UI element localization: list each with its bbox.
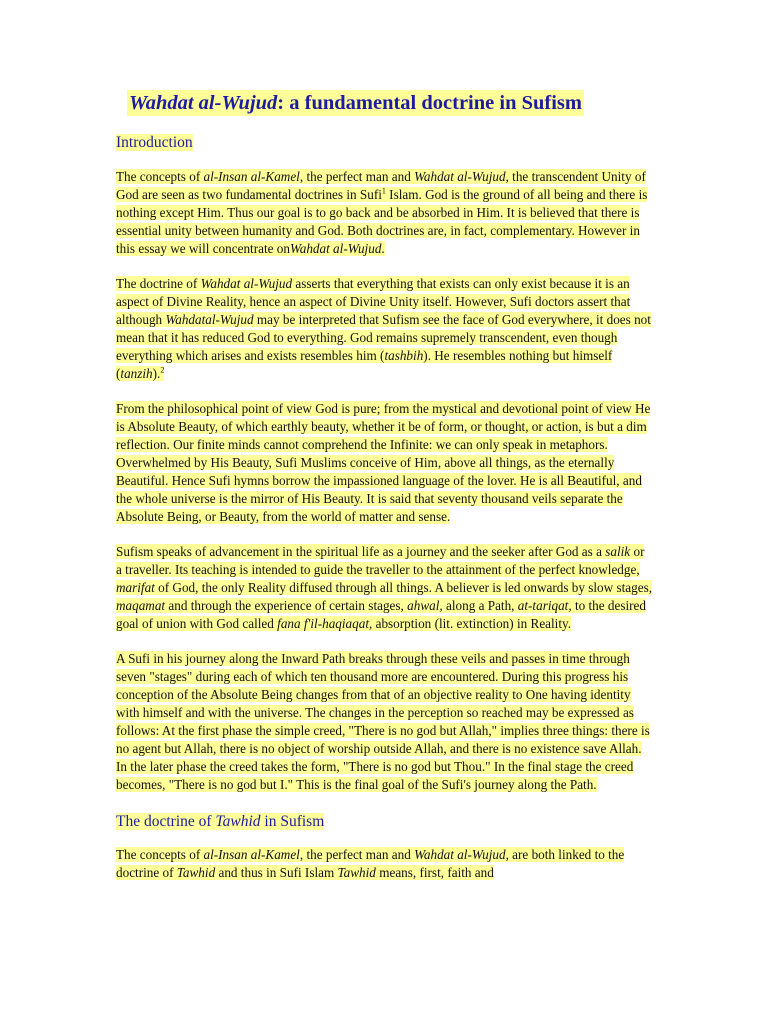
paragraph-3: From the philosophical point of view God is pure; from the mystical and devotional point of view He is Absolute Beauty, of which earthly beauty, whether it be of form, or thought, or action, is but a dim reflection. Our finite minds cannot comprehend the Infinite: we can only speak in metaphors. Overwhelmed by His Beauty, Sufi Muslims conceive of Him, above all things, as the eternally Beautiful. Hence Sufi hymns borrow the impassioned language of the lover. He is all Beautiful, and the whole universe is the mirror of His Beauty. It is said that seventy thousand veils separate the Absolute Being, or Beauty, from the world of matter and sense. — [116, 401, 651, 524]
page-bottom-edge — [0, 1016, 768, 1024]
section-heading-tawhid: The doctrine of Tawhid in Sufism — [116, 813, 325, 830]
paragraph-6: The concepts of al-Insan al-Kamel, the perfect man and Wahdat al-Wujud, are both linked to the doctrine of Tawhid and thus in Sufi Islam Tawhid means, first, faith and — [116, 847, 625, 880]
title-italic: Wahdat al-Wujud — [129, 92, 278, 114]
footnote-ref-2[interactable]: 2 — [160, 365, 165, 375]
paragraph-5: A Sufi in his journey along the Inward Path breaks through these veils and passes in time through seven "stages" during each of which ten thousand more are encountered. During this progress his conception of the Absolute Being changes from that of an objective reality to One having identity with himself and with the universe. The changes in the perception so reached may be expressed as follows: At the first phase the simple creed, "There is no god but Allah," implies three things: there is no agent but Allah, there is no object of worship outside Allah, and there is no existence save Allah. In the later phase the creed takes the form, "There is no god but Thou." In the final stage the creed becomes, "There is no god but I." This is the final goal of the Sufi's journey along the Path. — [116, 651, 650, 792]
page-title — [127, 88, 653, 118]
paragraph-4: Sufism speaks of advancement in the spiritual life as a journey and the seeker after God as a salik or a traveller. Its teaching is intended to guide the traveller to the attainment of the perfect knowledge, marifat of God, the only Reality diffused through all things. A believer is led onwards by slow stages, maqamat and through the experience of certain stages, ahwal, along a Path, at-tariqat, to the desired goal of union with God called fana f'il-haqiaqat, absorption (lit. extinction) in Reality. — [116, 544, 652, 631]
paragraph-2: The doctrine of Wahdat al-Wujud asserts that everything that exists can only exist because it is an aspect of Divine Reality, hence an aspect of Divine Unity itself. However, Sufi doctors assert that although Wahdatal-Wujud may be interpreted that Sufism see the face of God everywhere, it does not mean that it has reduced God to everything. God remains supremely transcendent, even though everything which arises and exists resembles him (tashbih). He resembles nothing but himself (tanzih).$^2$ — [116, 276, 651, 381]
section-heading-introduction: Introduction — [116, 134, 193, 151]
title-rest: : a fundamental doctrine in Sufism — [277, 92, 582, 114]
footnote-ref-1[interactable]: 1 — [381, 186, 386, 196]
paragraph-1: The concepts of al-Insan al-Kamel, the perfect man and Wahdat al-Wujud, the transcendent Unity of God are seen as two fundamental doctrines in Sufi$^1$ Islam. God is the ground of all being and there is nothing except Him. Thus our goal is to go back and be absorbed in Him. It is believed that there is essential unity between humanity and God. Both doctrines are, in fact, complementary. However in this essay we will concentrate onWahdat al-Wujud. — [116, 169, 648, 256]
